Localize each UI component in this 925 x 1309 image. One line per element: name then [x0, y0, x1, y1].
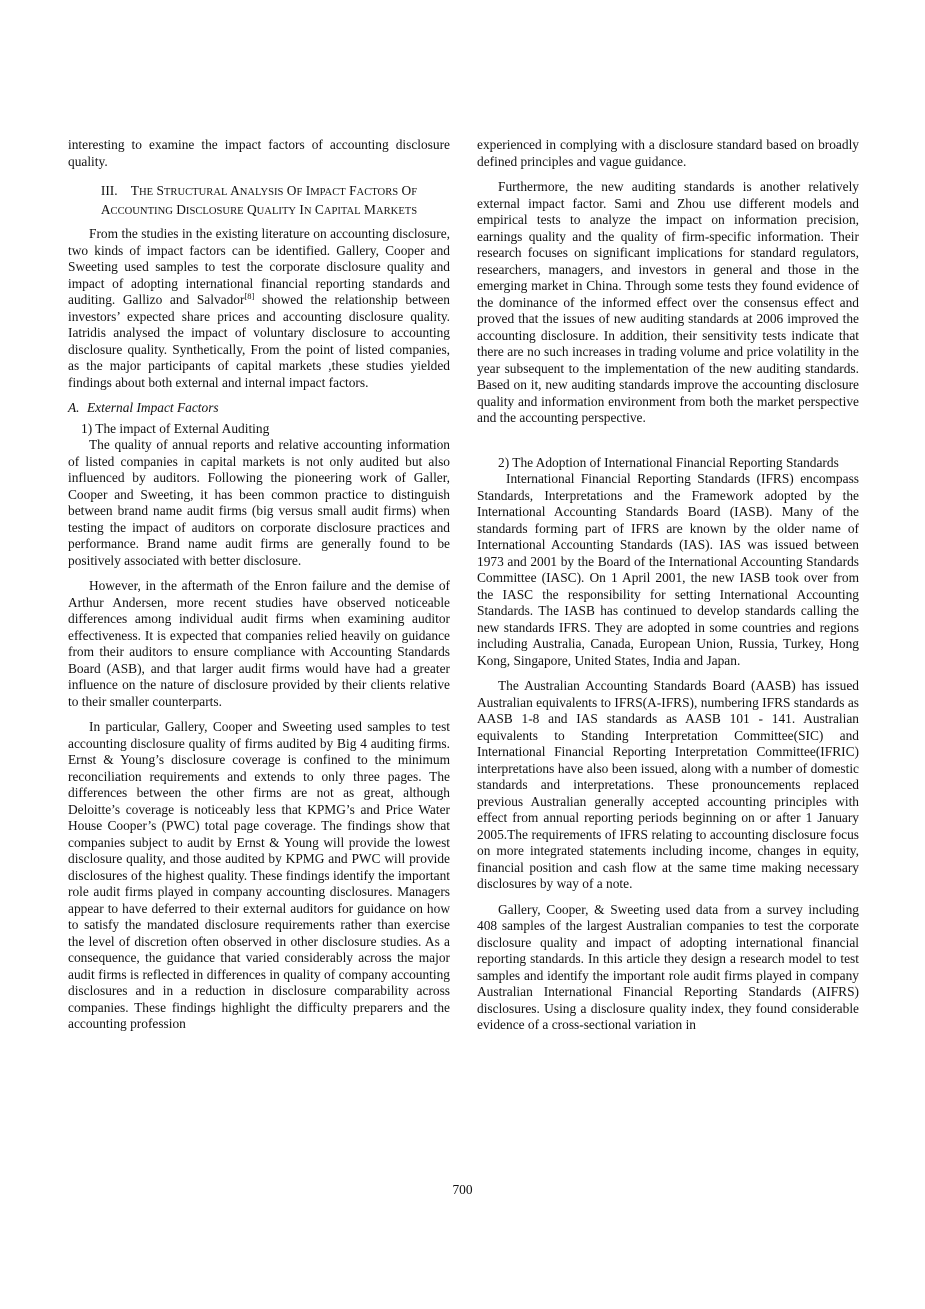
subsubsection-heading: 2) The Adoption of International Financial Reporting Standards: [498, 454, 839, 470]
section-paragraph: [68, 226, 450, 391]
section-title-line2: ACCOUNTING DISCLOSURE QUALITY IN CAPITAL MARKETS: [100, 202, 418, 217]
continuation-paragraph: interesting to examine the impact factors of accounting disclosure quality.: [68, 137, 450, 169]
left-column: [68, 137, 450, 1033]
subsection-title: External Impact Factors: [87, 400, 219, 415]
body-paragraph: The Australian Accounting Standards Board (AASB) has issued Australian equivalents to IFRS(A-IFRS), numbering IFRS standards as AASB 1-8 and IAS standards as AASB 101 - 141. Australian equivalents to Standing Interpretation Committee(SIC) and International Financial Reporting Interpretation Committee(IFRIC) interpretations have also been issued, along with a number of domestic standards and interpretations. These pronouncements replaced previous Australian generally accepted accounting principles with effect from annual reporting periods beginning on or after 1 January 2005.The requirements of IFRS relating to accounting disclosure focus on more integrated statements including income, changes in equity, financial position and cash flow at the same time making necessary disclosures by way of a note.: [477, 678, 859, 891]
body-paragraph: The quality of annual reports and relative accounting information of listed companies in capital markets is not only audited but also influenced by auditors. Following the pioneering work of Galler, Cooper and Sweeting, it has been common practice to distinguish between brand name audit firms (big versus small audit firms) when testing the impact of auditors on corporate disclosure practices and performance. Brand name audit firms are generally found to be positively associated with better disclosure.: [68, 437, 450, 568]
paragraph-text: showed the relationship between investors’ expected share prices and accounting disclosure quality. Iatridis analysed the impact of voluntary disclosure to accounting disclosure quality. Synthetically, From the point of listed companies, as the major participants of capital markets ,these studies yielded findings about both external and internal impact factors.: [68, 292, 450, 390]
subsection-heading: [68, 400, 450, 417]
section-number: III.: [100, 183, 118, 198]
right-column: [477, 137, 859, 1034]
page-number: 700: [452, 1182, 473, 1197]
body-paragraph: Gallery, Cooper, & Sweeting used data from a survey including 408 samples of the largest Australian companies to test the corporate disclosure quality and impact of adopting international financial reporting standards. In this article they design a research model to test samples and identify the important role audit firms played in company Australian International Financial Reporting Standards (AIFRS) disclosures. Using a disclosure quality index, they found considerable evidence of a cross-sectional variation in: [477, 901, 859, 1032]
body-paragraph: However, in the aftermath of the Enron failure and the demise of Arthur Andersen, more recent studies have observed noticeable differences among individual audit firms when examining auditor effectiveness. It is expected that companies relied heavily on guidance from their auditors to ensure compliance with Accounting Standards Board (ASB), and that larger audit firms would have had a greater influence on the nature of disclosure provided by their clients relative to their smaller counterparts.: [68, 578, 450, 709]
body-paragraph: In particular, Gallery, Cooper and Sweeting used samples to test accounting disclosure quality of firms audited by Big 4 auditing firms. Ernst & Young’s disclosure coverage is confined to the minimum reconciliation requirements and extends to only three pages. The differences between the other firms are not as great, although Deloitte’s coverage is noticeably less that KPMG’s and Price Water House Cooper’s (PWC) total page coverage. The findings show that companies subject to audit by Ernst & Young will provide the lowest disclosure quality, and those audited by KPMG and PWC will provide disclosures of the highest quality. These findings identify the important role audit firms played in company accounting disclosures. Managers appear to have deferred to their external auditors for guidance on how to satisfy the mandated disclosure requirements rather than exercise the level of discretion often observed in other disclosure studies. As a consequence, the guidance that varied considerably across the major audit firms is reflected in differences in quality of company accounting disclosures and in a reduction in disclosure comparability across companies. These findings highlight the difficulty preparers and the accounting profession: [68, 719, 450, 1031]
subsubsection-heading: 1) The impact of External Auditing: [81, 420, 270, 436]
body-paragraph: Furthermore, the new auditing standards is another relatively external impact factor. Sami and Zhou use different models and empirical tests to analyze the impact on information precision, earnings quality and the quality of firm-specific information. Their research focuses on significant implications for standard regulators, researchers, managers, and investors in general and those in the emerging market in China. Through some tests they found evidence of the dominance of the informed effect over the consensus effect and proved that the issues of new auditing standards at 2006 improved the accounting disclosure. In addition, their sensitivity tests indicate that there are no such increases in trading volume and price volatility in the year subsequent to the implementation of the new auditing standards. Based on it, new auditing standards improve the accounting disclosure quality and information environment from both the market perspective and the accounting perspective.: [477, 179, 859, 425]
citation-ref: [8]: [244, 291, 255, 301]
paragraph-text: From the studies in the existing literature on accounting disclosure, two kinds of impact factors can be identified. Gallery, Cooper and Sweeting used samples to test the corporate disclosure quality and impact of adopting international financial reporting standards and auditing. Gallizo and Salvador: [68, 226, 450, 307]
section-heading: [68, 182, 450, 220]
section-title-line1: THE STRUCTURAL ANALYSIS OF IMPACT FACTORS OF: [130, 183, 418, 198]
body-paragraph: International Financial Reporting Standards (IFRS) encompass Standards, Interpretations and the Framework adopted by the International Accounting Standards Board (IASB). Many of the standards forming part of IFRS are known by the older name of International Accounting Standards (IAS). IAS was issued between 1973 and 2001 by the Board of the International Accounting Standards Committee (IASC). On 1 April 2001, the new IASB took over from the IASC the responsibility for setting International Accounting Standards. The IASB has continued to develop standards calling the new standards IFRS. They are adopted in some countries and regions including Australia, Canada, European Union, Russia, Turkey, Hong Kong, Singapore, United States, India and Japan.: [477, 471, 859, 668]
continuation-paragraph: experienced in complying with a disclosure standard based on broadly defined principles and vague guidance.: [477, 137, 859, 169]
subsection-label: A.: [68, 400, 80, 415]
